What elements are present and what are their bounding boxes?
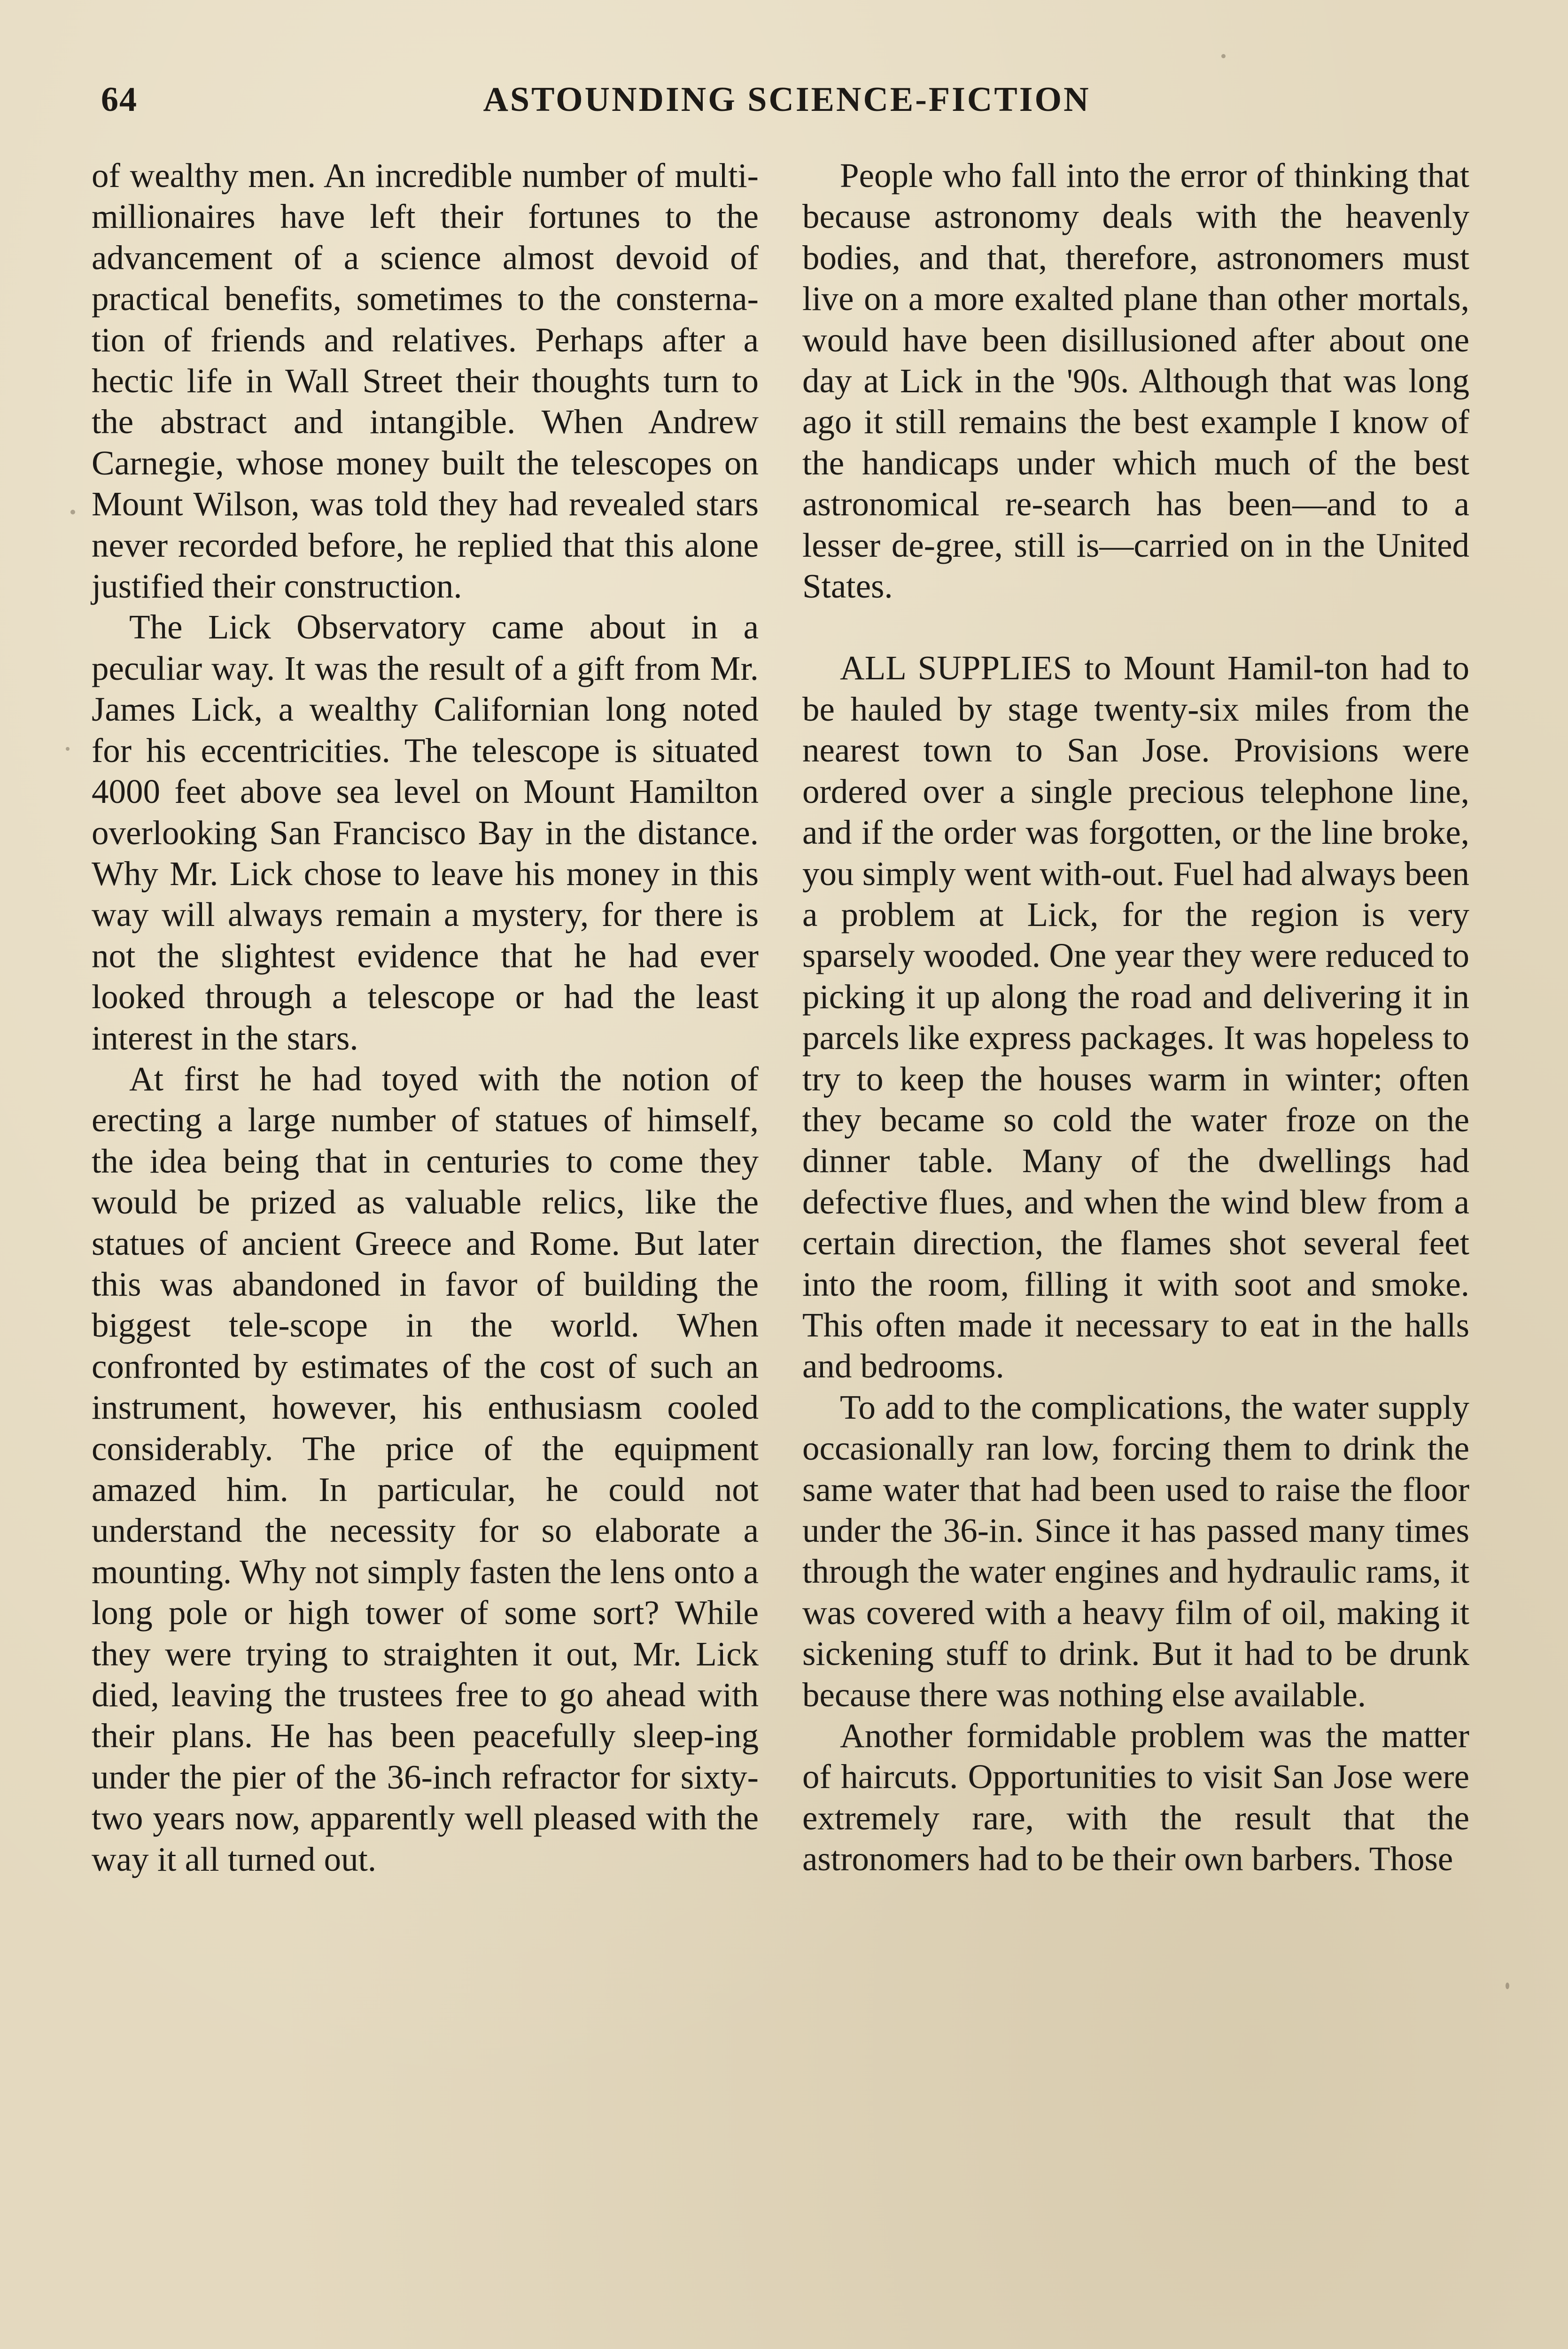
paragraph: At first he had toyed with the notion of erecting a large number of statues of himself, the idea being that in centuries to come they would be prized as valuable relics, like the statues of ancient Greece and Rome. But later this was abandoned in favor of building the biggest tele-scope in the world. When confronted by estimates of the cost of such an instrument, however, his enthusiasm cooled considerably. The price of the equipment amazed him. In particular, he could not understand the necessity for so elaborate a mounting. Why not simply fasten the lens onto a long pole or high tower of some sort? While they were trying to straighten it out, Mr. Lick died, leaving the trustees free to go ahead with their plans. He has been peacefully sleep-ing under the pier of the 36-inch refractor for sixty-two years now, apparently well pleased with the way it all turned out. bbox=[92, 1059, 759, 1878]
paragraph: of wealthy men. An incredible number of multi-millionaires have left their fortunes to the advancement of a science almost devoid of practical benefits, sometimes to the consterna-tion of friends and relatives. Perhaps after a hectic life in Wall Street their thoughts turn to the abstract and intangible. When Andrew Carnegie, whose money built the telescopes on Mount Wilson, was told they had revealed stars never recorded before, he replied that this alone justified their construction. bbox=[92, 156, 759, 606]
page-number: 64 bbox=[101, 80, 138, 119]
left-column bbox=[92, 155, 759, 1880]
paper-speck bbox=[66, 747, 70, 751]
paragraph: To add to the complications, the water supply occasionally ran low, forcing them to drink the same water that had been used to raise the floor under the 36-in. Since it has passed many times through the water engines and hydraulic rams, it was covered with a heavy film of oil, making it sickening stuff to drink. But it had to be drunk because there was nothing else available. bbox=[802, 1388, 1469, 1714]
paper-speck bbox=[1221, 54, 1226, 58]
paragraph: Another formidable problem was the matter of haircuts. Opportunities to visit San Jose were extremely rare, with the result that the astronomers had to be their own barbers. Those bbox=[802, 1717, 1469, 1878]
paper-speck bbox=[1506, 1983, 1509, 1989]
paragraph: The Lick Observatory came about in a peculiar way. It was the result of a gift from Mr. James Lick, a wealthy Californian long noted for his eccentricities. The telescope is situated 4000 feet above sea level on Mount Hamilton overlooking San Francisco Bay in the distance. Why Mr. Lick chose to leave his money in this way will always remain a mystery, for there is not the slightest evidence that he had ever looked through a telescope or had the least interest in the stars. bbox=[92, 608, 759, 1057]
page-header bbox=[101, 80, 1473, 132]
paragraph: People who fall into the error of thinking that because astronomy deals with the heavenly bodies, and that, therefore, astronomers must live on a more exalted plane than other mortals, would have been disillusioned after about one day at Lick in the '90s. Although that was long ago it still remains the best example I know of the handicaps under which much of the best astronomical re-search has been—and to a lesser de-gree, still is—carried on in the United States. bbox=[802, 156, 1469, 606]
paper-speck bbox=[70, 510, 75, 514]
running-title: ASTOUNDING SCIENCE-FICTION bbox=[483, 80, 1091, 119]
section-start-paragraph: ALL SUPPLIES to Mount Hamil-ton had to be hauled by stage twenty-six miles from the nearest town to San Jose. Provisions were ordered over a single precious telephone line, and if the order was forgotten, or the line broke, you simply went with-out. Fuel had always been a problem at Lick, for the region is very sparsely wooded. One year they were reduced to picking it up along the road and delivering it in parcels like express packages. It was hopeless to try to keep the houses warm in winter; often they became so cold the water froze on the dinner table. Many of the dwellings had defective flues, and when the wind blew from a certain direction, the flames shot several feet into the room, filling it with soot and smoke. This often made it necessary to eat in the halls and bedrooms. bbox=[802, 649, 1469, 1385]
right-column bbox=[802, 155, 1469, 1880]
